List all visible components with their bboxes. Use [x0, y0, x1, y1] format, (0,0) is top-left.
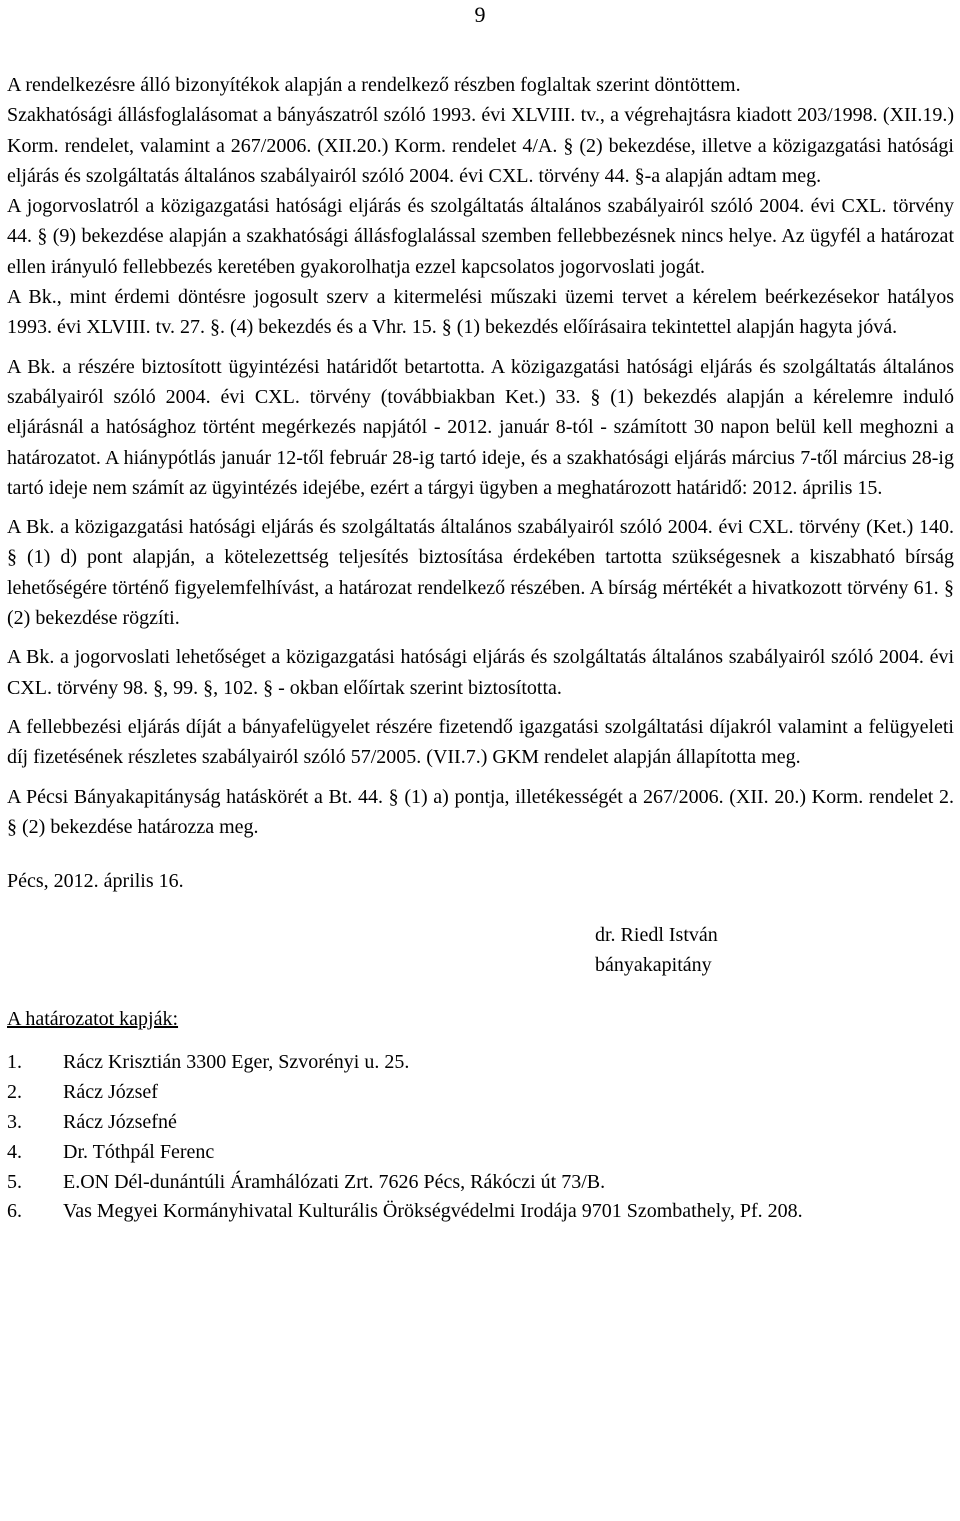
recipients-heading: A határozatot kapják: — [7, 1008, 179, 1031]
fee-paragraph: A fellebbezési eljárás díját a bányafelügyelet részére fizetendő igazgatási szolgáltatási díjakról valamint a felügyeleti díj fizetésének részletes szabályairól szóló 57/2005. (VII.7.) GKM rendelet alapján állapította meg. — [7, 715, 954, 769]
list-item — [7, 1197, 954, 1227]
remedy-paragraph: A Bk. a jogorvoslati lehetőséget a közigazgatási hatósági eljárás és szolgáltatás általános szabályairól szóló 2004. évi CXL. törvény 98. §, 99. §, 102. § - okban előírtak szerint biztosította. — [7, 646, 954, 699]
list-item-number: 6. — [7, 1200, 22, 1223]
expert-opinion-paragraph: Szakhatósági állásfoglalásomat a bányászatról szóló 1993. évi XLVIII. tv., a végrehajtásra kiadott 203/1998. (XII.19.) Korm. rendelet, valamint a 267/2006. (XII.20.) Korm. rendelet 4/A. § (2) bekezdése, illetve a közigazgatási hatósági eljárás és szolgáltatás általános szabályairól szóló 2004. évi CXL. törvény 44. §-a alapján adtam meg. — [7, 104, 954, 187]
appeal-paragraph: A jogorvoslatról a közigazgatási hatósági eljárás és szolgáltatás általános szabályairól szóló 2004. évi CXL. törvény 44. § (9) bekezdése alapján a szakhatósági állásfoglalással szemben fellebbezésnek nincs helye. Az ügyfél a határozat ellen irányuló fellebbezés keretében gyakorolhatja ezzel kapcsolatos jogorvoslati jogát. — [7, 195, 954, 278]
list-item-text: Vas Megyei Kormányhivatal Kulturális Örökségvédelmi Irodája 9701 Szombathely, Pf. 208. — [63, 1200, 803, 1223]
deadline-paragraph: A Bk. a részére biztosított ügyintézési határidőt betartotta. A közigazgatási hatósági eljárás és szolgáltatás általános szabályairól szóló 2004. évi CXL. törvény (továbbiakban Ket.) 33. § (1) bekezdés alapján a kérelemre induló eljárásnál a hatósághoz történt megérkezés napjától - 2012. január 8-tól - számított 30 napon belül kell meghozni a határozatot. A hiánypótlás január 12-től február 28-ig tartó ideje, és a szakhatósági eljárás március 7-től március 28-ig tartó ideje nem számít az ügyintézés idejébe, ezért a tárgyi ügyben a meghatározott határidő: 2012. április 15. — [7, 355, 954, 499]
list-item-text: Dr. Tóthpál Ferenc — [63, 1140, 215, 1163]
page-number: 9 — [474, 2, 486, 27]
list-item — [7, 1168, 954, 1198]
signature-block — [595, 920, 954, 980]
signatory-title: bányakapitány — [595, 954, 712, 977]
list-item-number: 5. — [7, 1170, 22, 1193]
list-item-number: 1. — [7, 1051, 22, 1074]
list-item — [7, 1138, 954, 1168]
list-item — [7, 1078, 954, 1108]
list-item — [7, 1048, 954, 1078]
list-item-number: 4. — [7, 1140, 22, 1163]
list-item — [7, 1108, 954, 1138]
list-item-text: E.ON Dél-dunántúli Áramhálózati Zrt. 7626 Pécs, Rákóczi út 73/B. — [63, 1170, 606, 1193]
decision-paragraph: A rendelkezésre álló bizonyítékok alapján a rendelkező részben foglaltak szerint döntöttem. — [7, 74, 741, 96]
list-item-number: 3. — [7, 1111, 22, 1134]
competence-paragraph: A Pécsi Bányakapitányság hatáskörét a Bt. 44. § (1) a) pontja, illetékességét a 267/2006. (XII. 20.) Korm. rendelet 2. § (2) bekezdése határozza meg. — [7, 785, 954, 838]
list-item-number: 2. — [7, 1081, 22, 1104]
recipients-list — [7, 1048, 954, 1227]
reasoning-section — [7, 70, 954, 343]
fine-paragraph: A Bk. a közigazgatási hatósági eljárás és szolgáltatás általános szabályairól szóló 2004. évi CXL. törvény (Ket.) 140. § (1) d) pont alapján, a kötelezettség teljesítés biztosítása érdekében tartotta szükségesnek a kiszabható bírság lehetőségére történő figyelemfelhívást, a határozat rendelkező részében. A bírság mértékét a hivatkozott törvény 61. § (2) bekezdése rögzíti. — [7, 516, 954, 630]
approval-paragraph: A Bk., mint érdemi döntésre jogosult szerv a kitermelési műszaki üzemi tervet a kérelem beérkezésekor hatályos 1993. évi XLVIII. tv. 27. §. (4) bekezdés és a Vhr. 15. § (1) bekezdés előírásaira tekintettel alapján hagyta jóvá. — [7, 286, 954, 339]
signatory-name: dr. Riedl István — [595, 924, 718, 947]
list-item-text: Rácz Józsefné — [63, 1111, 177, 1134]
list-item-text: Rácz József — [63, 1081, 158, 1104]
document-body — [7, 70, 954, 1227]
place-date: Pécs, 2012. április 16. — [7, 870, 184, 893]
list-item-text: Rácz Krisztián 3300 Eger, Szvorényi u. 25. — [63, 1051, 410, 1074]
